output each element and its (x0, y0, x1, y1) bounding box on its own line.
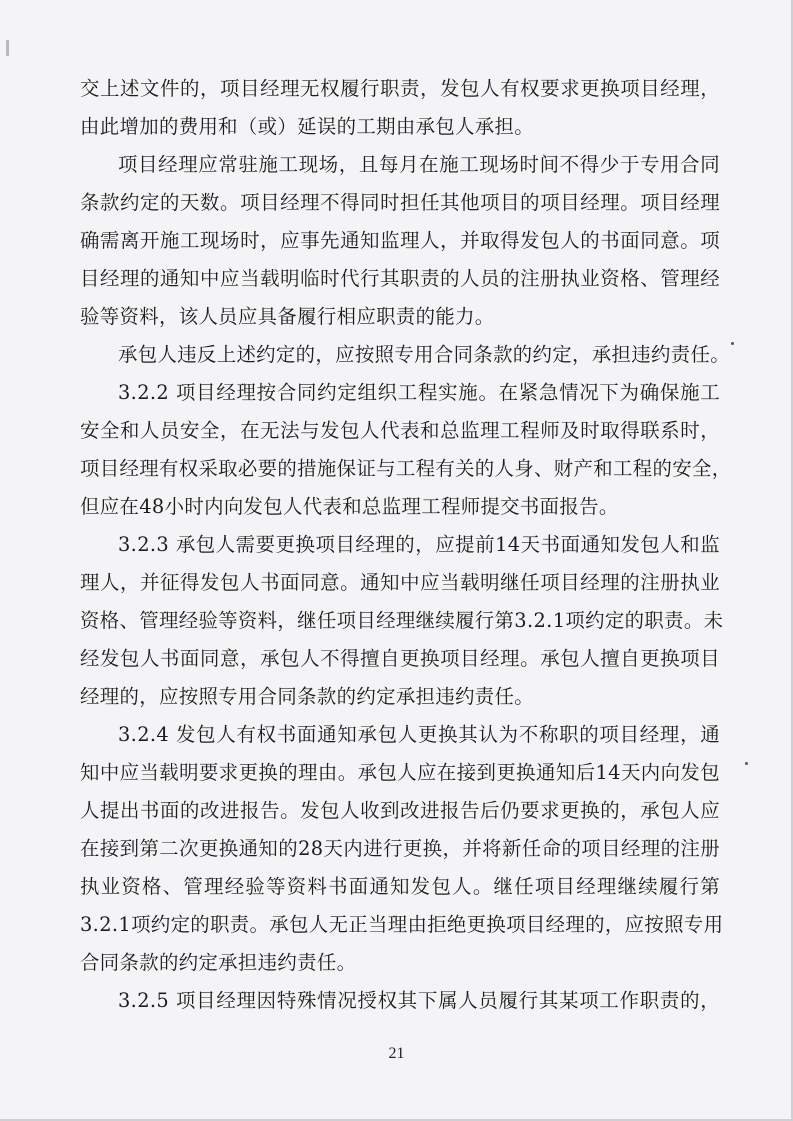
scan-speck (745, 762, 748, 765)
text-line: 3.2.4 发包人有权书面通知承包人更换其认为不称职的项目经理，通 (118, 723, 720, 746)
text-line: 经发包人书面同意，承包人不得擅自更换项目经理。承包人擅自更换项目 (80, 647, 720, 670)
text-line: 知中应当载明要求更换的理由。承包人应在接到更换通知后14天内向发包 (80, 761, 720, 784)
text-line: 3.2.3 承包人需要更换项目经理的，应提前14天书面通知发包人和监 (118, 533, 720, 556)
text-line: 执业资格、管理经验等资料书面通知发包人。继任项目经理继续履行第 (80, 875, 720, 898)
text-line: 验等资料，该人员应具备履行相应职责的能力。 (80, 305, 495, 328)
text-line: 安全和人员安全，在无法与发包人代表和总监理工程师及时取得联系时， (80, 419, 720, 442)
text-line: 资格、管理经验等资料，继任项目经理继续履行第3.2.1项约定的职责。未 (80, 609, 724, 632)
text-line: 理人，并征得发包人书面同意。通知中应当载明继任项目经理的注册执业 (80, 571, 720, 594)
page-number: 21 (388, 1045, 405, 1062)
scan-edge-mark (6, 40, 9, 56)
text-line: 合同条款的约定承担违约责任。 (80, 951, 357, 974)
text-line: 目经理的通知中应当载明临时代行其职责的人员的注册执业资格、管理经 (80, 267, 720, 290)
text-line: 承包人违反上述约定的，应按照专用合同条款的约定，承担违约责任。 (118, 343, 730, 366)
text-line: 项目经理有权采取必要的措施保证与工程有关的人身、财产和工程的安全， (80, 457, 732, 480)
text-line: 交上述文件的，项目经理无权履行职责，发包人有权要求更换项目经理， (80, 77, 720, 100)
text-line: 经理的，应按照专用合同条款的约定承担违约责任。 (80, 685, 535, 708)
text-line: 3.2.1项约定的职责。承包人无正当理由拒绝更换项目经理的，应按照专用 (80, 913, 724, 936)
text-line: 但应在48小时内向发包人代表和总监理工程师提交书面报告。 (80, 495, 619, 518)
text-line: 由此增加的费用和（或）延误的工期由承包人承担。 (80, 115, 535, 138)
scan-speck (731, 342, 734, 345)
text-line: 项目经理应常驻施工现场，且每月在施工现场时间不得少于专用合同 (118, 153, 720, 176)
text-line: 确需离开施工现场时，应事先通知监理人，并取得发包人的书面同意。项 (80, 229, 720, 252)
text-line: 条款约定的天数。项目经理不得同时担任其他项目的项目经理。项目经理 (80, 191, 720, 214)
text-line: 人提出书面的改进报告。发包人收到改进报告后仍要求更换的，承包人应 (80, 799, 720, 822)
text-line: 3.2.5 项目经理因特殊情况授权其下属人员履行其某项工作职责的， (118, 989, 720, 1012)
body-text (80, 70, 732, 1020)
text-line: 在接到第二次更换通知的28天内进行更换，并将新任命的项目经理的注册 (80, 837, 720, 860)
text-line: 3.2.2 项目经理按合同约定组织工程实施。在紧急情况下为确保施工 (118, 381, 720, 404)
